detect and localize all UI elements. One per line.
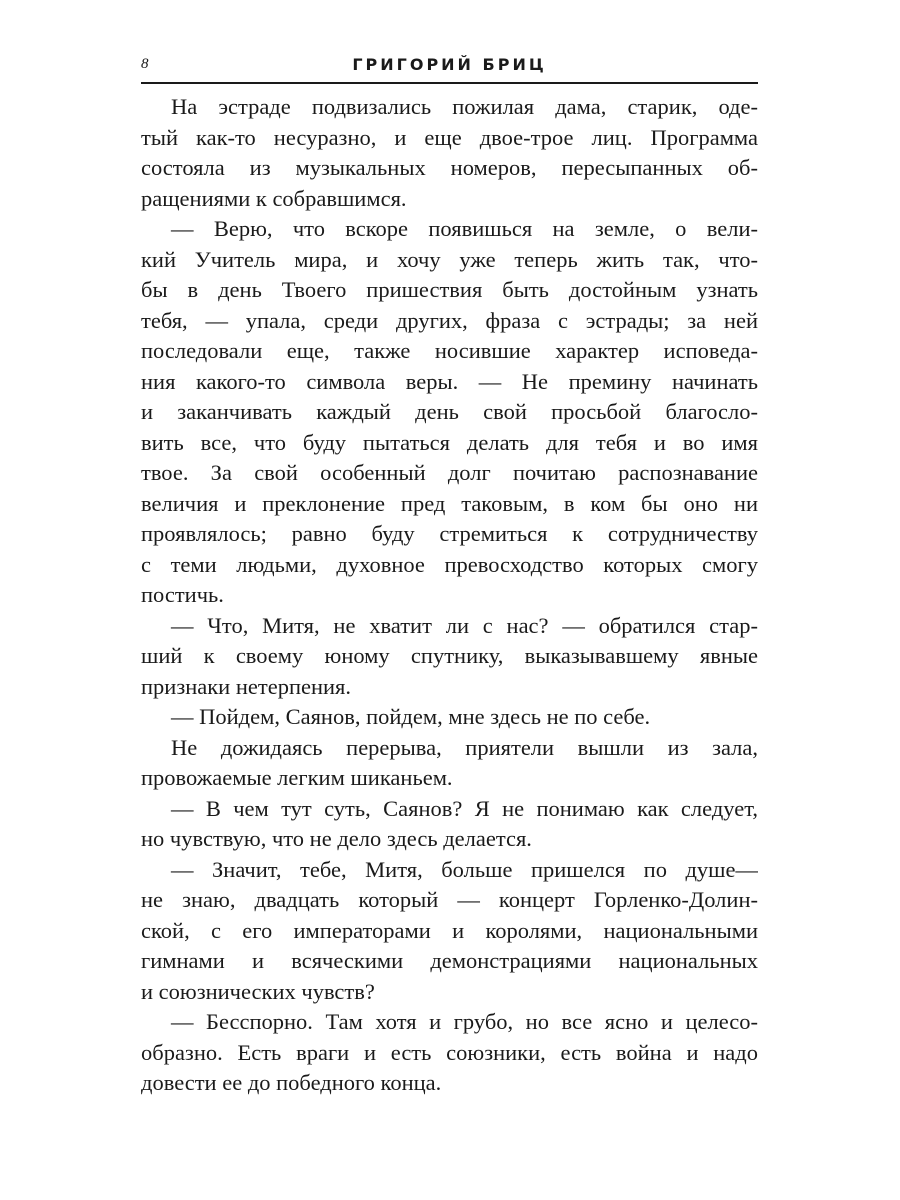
text-line: тый как-то несуразно, и еще двое-трое лиц. Программа <box>141 124 758 150</box>
text-line: постичь. <box>141 582 224 607</box>
text-line: твое. За свой особенный долг почитаю распознавание <box>141 460 758 485</box>
text-line: гимнами и всяческими демонстрациями национальных <box>141 948 758 973</box>
text-line: довести ее до победного конца. <box>141 1070 442 1095</box>
text-line: состояла из музыкальных номеров, пересыпанных об- <box>141 155 758 180</box>
text-line: и союзнических чувств? <box>141 978 375 1004</box>
running-title: ГРИГОРИЙ БРИЦ <box>352 55 547 74</box>
text-line: На эстраде подвизались пожилая дама, старик, оде- <box>171 94 758 119</box>
text-line: — Верю, что вскоре появишься на земле, о вели- <box>171 216 758 241</box>
text-line: тебя, — упала, среди других, фраза с эстрады; за ней <box>141 307 758 333</box>
text-line: провожаемые легким шиканьем. <box>141 765 453 790</box>
text-line: вить все, что буду пытаться делать для тебя и во имя <box>141 429 758 455</box>
text-line: и заканчивать каждый день свой просьбой благосло- <box>141 399 758 424</box>
header-rule <box>141 82 758 84</box>
text-line: образно. Есть враги и есть союзники, есть война и надо <box>141 1039 758 1065</box>
text-line: ращениями к собравшимся. <box>141 185 407 211</box>
text-line: величия и преклонение пред таковым, в ком бы оно ни <box>141 490 758 516</box>
text-line: не знаю, двадцать который — концерт Горленко-Долин- <box>141 887 758 912</box>
text-line: кий Учитель мира, и хочу уже теперь жить так, что- <box>141 246 758 272</box>
text-line: — В чем тут суть, Саянов? Я не понимаю как следует, <box>171 795 758 821</box>
text-line: признаки нетерпения. <box>141 673 352 699</box>
text-line: последовали еще, также носившие характер исповеда- <box>141 338 758 363</box>
text-line: — Что, Митя, не хватит ли с нас? — обратился стар- <box>171 612 758 638</box>
text-line: ской, с его императорами и королями, национальными <box>141 917 758 943</box>
text-line: но чувствую, что не дело здесь делается. <box>141 826 532 851</box>
text-line: Не дожидаясь перерыва, приятели вышли из зала, <box>171 734 758 760</box>
text-line: бы в день Твоего пришествия быть достойным узнать <box>141 277 758 302</box>
text-line: с теми людьми, духовное превосходство которых смогу <box>141 551 758 577</box>
text-line: — Бесспорно. Там хотя и грубо, но все ясно и целесо- <box>171 1009 758 1034</box>
text-line: — Пойдем, Саянов, пойдем, мне здесь не по себе. <box>171 704 651 729</box>
page-number: 8 <box>141 56 149 72</box>
text-line: проявлялось; равно буду стремиться к сотрудничеству <box>141 521 758 546</box>
text-line: — Значит, тебе, Митя, больше пришелся по душе— <box>171 856 758 882</box>
text-line: ший к своему юному спутнику, выказывавшему явные <box>141 643 758 668</box>
text-line: ния какого-то символа веры. — Не премину начинать <box>141 368 758 394</box>
body-text <box>141 92 758 1099</box>
